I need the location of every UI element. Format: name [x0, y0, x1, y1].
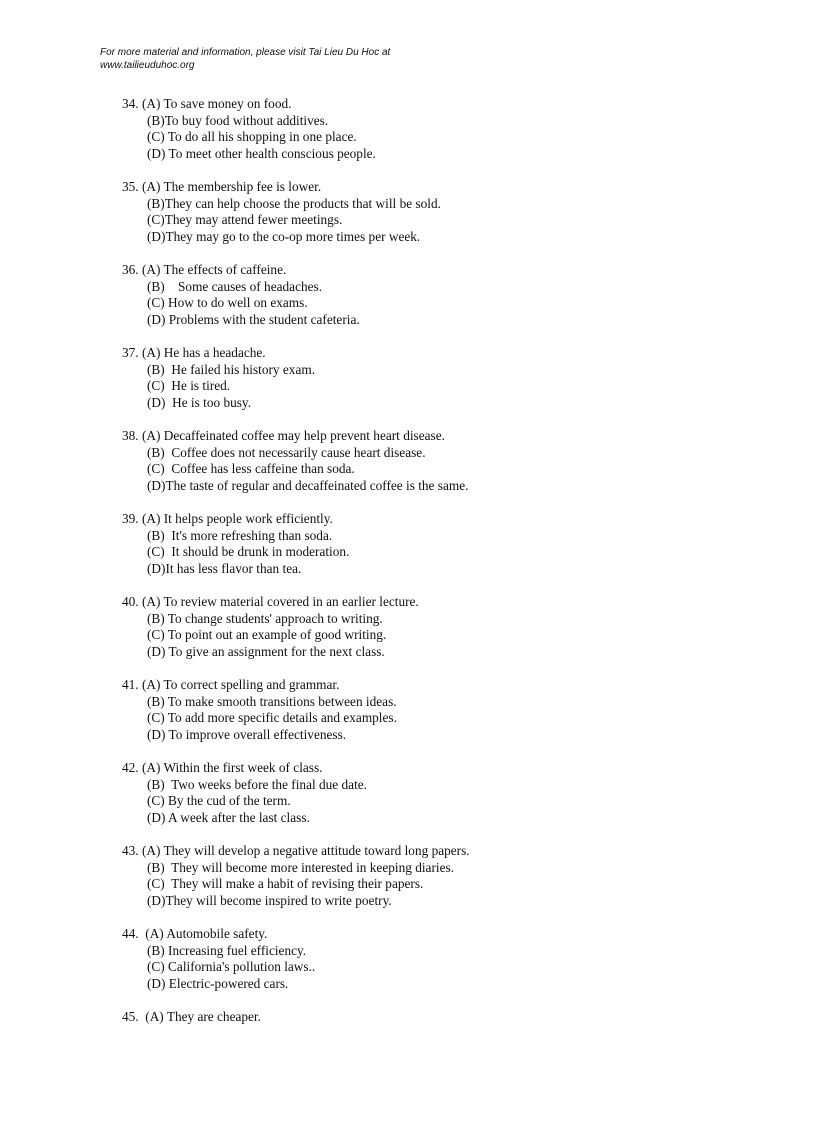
answer-option — [147, 378, 762, 395]
option-text: (A) The effects of caffeine. — [141, 262, 287, 277]
option-text: (B) Some causes of headaches. — [147, 278, 323, 294]
option-text: (A) Automobile safety. — [141, 926, 268, 941]
question-number: 43. — [122, 843, 139, 858]
option-text: (B) Coffee does not necessarily cause heart disease. — [147, 444, 426, 460]
option-text: (D)They may go to the co-op more times per week. — [147, 228, 421, 244]
question-number: 40. — [122, 594, 139, 609]
answer-option — [147, 627, 762, 644]
header-line-1: For more material and information, please visit Tai Lieu Du Hoc at — [100, 47, 391, 58]
option-text: (B) To make smooth transitions between ideas. — [147, 693, 397, 709]
question-number: 41. — [122, 677, 139, 692]
option-text: (D) To improve overall effectiveness. — [147, 726, 347, 742]
answer-option — [147, 544, 762, 561]
option-text: (B)They can help choose the products that will be sold. — [147, 195, 441, 211]
answer-option — [122, 677, 762, 694]
answer-option — [147, 295, 762, 312]
answer-option — [147, 727, 762, 744]
answer-option — [147, 959, 762, 976]
option-text: (C) Coffee has less caffeine than soda. — [147, 461, 355, 476]
option-text: (B) He failed his history exam. — [147, 361, 316, 377]
question-item — [122, 179, 762, 262]
option-text: (A) They are cheaper. — [141, 1009, 261, 1024]
answer-option — [147, 229, 762, 246]
question-item — [122, 428, 762, 511]
option-text: (D) To meet other health conscious people. — [147, 145, 376, 161]
answer-option — [147, 777, 762, 794]
question-item — [122, 96, 762, 179]
question-item — [122, 926, 762, 1009]
answer-option — [147, 196, 762, 213]
option-text: (C) They will make a habit of revising their papers. — [147, 876, 424, 891]
answer-option — [122, 511, 762, 528]
answer-option — [147, 876, 762, 893]
option-text: (C) He is tired. — [147, 378, 231, 393]
question-item — [122, 511, 762, 594]
option-text: (D) A week after the last class. — [147, 809, 310, 825]
answer-option — [147, 129, 762, 146]
option-text: (C) California's pollution laws.. — [147, 959, 316, 974]
option-text: (D) He is too busy. — [147, 394, 252, 410]
question-number: 38. — [122, 428, 139, 443]
question-item — [122, 677, 762, 760]
option-text: (A) It helps people work efficiently. — [141, 511, 333, 526]
question-item — [122, 594, 762, 677]
option-text: (D)The taste of regular and decaffeinated coffee is the same. — [147, 477, 469, 493]
question-number: 44. — [122, 926, 139, 941]
question-list — [122, 96, 762, 1092]
question-item — [122, 345, 762, 428]
question-item — [122, 760, 762, 843]
question-item — [122, 1009, 762, 1092]
answer-option — [147, 528, 762, 545]
question-number: 34. — [122, 96, 139, 111]
answer-option — [147, 279, 762, 296]
answer-option — [147, 478, 762, 495]
answer-option — [147, 710, 762, 727]
option-text: (C)They may attend fewer meetings. — [147, 212, 343, 227]
answer-option — [122, 760, 762, 777]
answer-option — [147, 312, 762, 329]
answer-option — [147, 644, 762, 661]
option-text: (C) It should be drunk in moderation. — [147, 544, 350, 559]
option-text: (A) Within the first week of class. — [141, 760, 323, 775]
question-item — [122, 843, 762, 926]
answer-option — [122, 1009, 762, 1026]
option-text: (D)It has less flavor than tea. — [147, 560, 302, 576]
question-number: 42. — [122, 760, 139, 775]
option-text: (B) It's more refreshing than soda. — [147, 527, 333, 543]
option-text: (A) They will develop a negative attitude toward long papers. — [141, 843, 470, 858]
question-item — [122, 262, 762, 345]
answer-option — [147, 461, 762, 478]
page-header — [100, 46, 390, 72]
option-text: (B) Increasing fuel efficiency. — [147, 942, 307, 958]
header-website: www.tailieuduhoc.org — [100, 60, 195, 71]
answer-option — [147, 860, 762, 877]
option-text: (C) By the cud of the term. — [147, 793, 291, 808]
option-text: (A) He has a headache. — [141, 345, 266, 360]
option-text: (A) To save money on food. — [141, 96, 292, 111]
option-text: (C) To do all his shopping in one place. — [147, 129, 357, 144]
option-text: (B)To buy food without additives. — [147, 112, 329, 128]
answer-option — [122, 843, 762, 860]
answer-option — [122, 594, 762, 611]
answer-option — [147, 445, 762, 462]
answer-option — [122, 428, 762, 445]
option-text: (A) Decaffeinated coffee may help prevent heart disease. — [141, 428, 445, 443]
question-number: 45. — [122, 1009, 139, 1024]
answer-option — [122, 926, 762, 943]
answer-option — [147, 793, 762, 810]
answer-option — [147, 694, 762, 711]
question-number: 37. — [122, 345, 139, 360]
answer-option — [147, 611, 762, 628]
option-text: (D) Problems with the student cafeteria. — [147, 311, 360, 327]
option-text: (C) To add more specific details and examples. — [147, 710, 397, 725]
option-text: (D)They will become inspired to write poetry. — [147, 892, 392, 908]
answer-option — [122, 345, 762, 362]
option-text: (A) To review material covered in an earlier lecture. — [141, 594, 419, 609]
option-text: (C) How to do well on exams. — [147, 295, 308, 310]
answer-option — [147, 113, 762, 130]
question-number: 35. — [122, 179, 139, 194]
answer-option — [122, 262, 762, 279]
answer-option — [147, 810, 762, 827]
answer-option — [147, 943, 762, 960]
option-text: (C) To point out an example of good writing. — [147, 627, 387, 642]
option-text: (D) To give an assignment for the next class. — [147, 643, 385, 659]
question-number: 39. — [122, 511, 139, 526]
answer-option — [122, 96, 762, 113]
answer-option — [147, 212, 762, 229]
option-text: (B) Two weeks before the final due date. — [147, 776, 367, 792]
answer-option — [147, 976, 762, 993]
answer-option — [147, 362, 762, 379]
option-text: (B) They will become more interested in keeping diaries. — [147, 859, 454, 875]
answer-option — [147, 561, 762, 578]
question-number: 36. — [122, 262, 139, 277]
answer-option — [122, 179, 762, 196]
option-text: (D) Electric-powered cars. — [147, 975, 289, 991]
answer-option — [147, 893, 762, 910]
option-text: (A) To correct spelling and grammar. — [141, 677, 340, 692]
option-text: (A) The membership fee is lower. — [141, 179, 322, 194]
option-text: (B) To change students' approach to writing. — [147, 610, 383, 626]
answer-option — [147, 395, 762, 412]
answer-option — [147, 146, 762, 163]
